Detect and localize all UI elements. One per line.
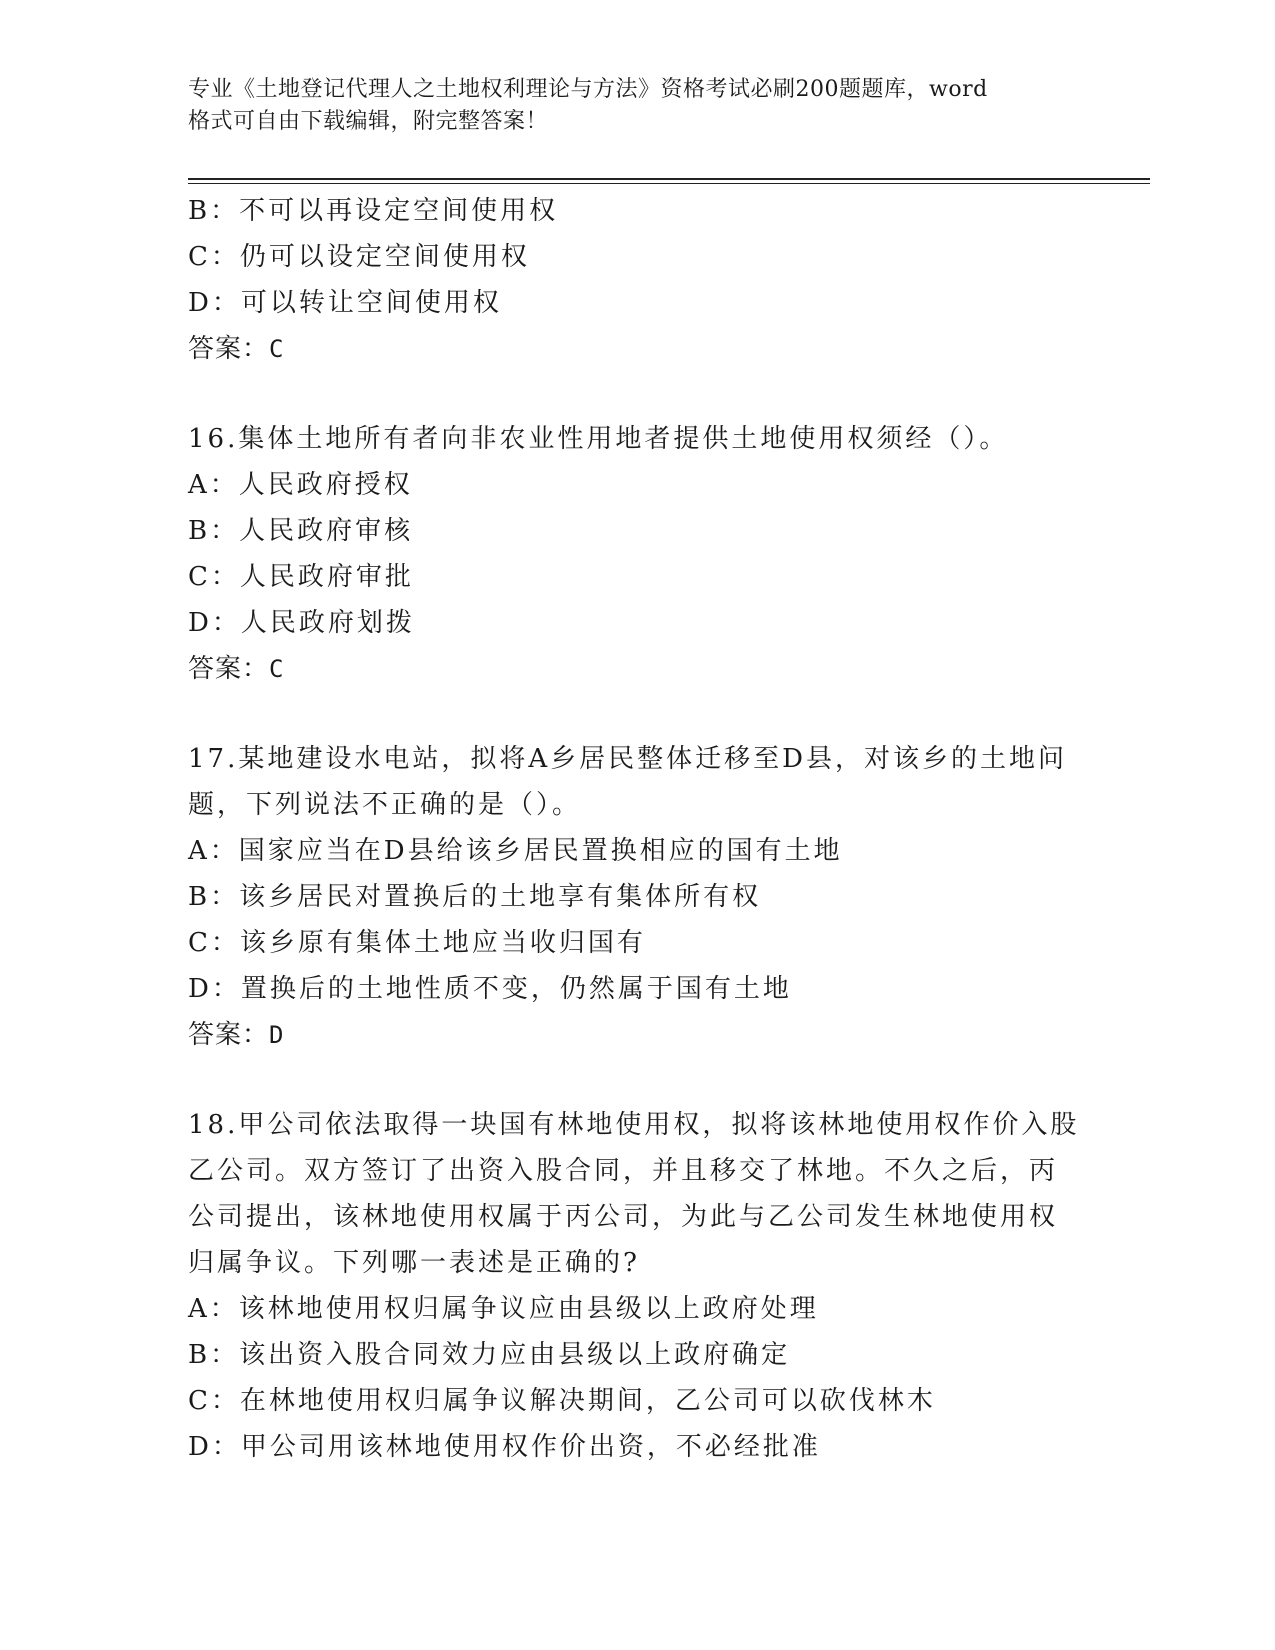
question-stem-line-2: 乙公司。双方签订了出资入股合同，并且移交了林地。不久之后，丙 xyxy=(188,1156,1059,1186)
answer-value: D xyxy=(269,1021,285,1049)
prev-question-block xyxy=(188,188,1088,372)
option-c: C：人民政府审批 xyxy=(188,562,414,592)
option-a: A：该林地使用权归属争议应由县级以上政府处理 xyxy=(188,1294,819,1324)
answer-label: 答案： xyxy=(188,334,270,364)
answer-line xyxy=(188,1012,1088,1058)
question-18 xyxy=(188,1102,1088,1470)
option-c: C：在林地使用权归属争议解决期间，乙公司可以砍伐林木 xyxy=(188,1386,936,1416)
option-d: D：人民政府划拨 xyxy=(188,608,415,638)
option-b: B：该出资入股合同效力应由县级以上政府确定 xyxy=(188,1340,791,1370)
option-d: D：甲公司用该林地使用权作价出资，不必经批准 xyxy=(188,1432,821,1462)
answer-line xyxy=(188,326,1088,372)
option-b: B：不可以再设定空间使用权 xyxy=(188,196,559,226)
question-stem-line-2: 题，下列说法不正确的是（）。 xyxy=(188,790,582,820)
question-16 xyxy=(188,416,1088,692)
header-line-2: 格式可自由下载编辑，附完整答案！ xyxy=(188,109,549,134)
option-d: D：置换后的土地性质不变，仍然属于国有土地 xyxy=(188,974,792,1004)
option-c: C：该乡原有集体土地应当收归国有 xyxy=(188,928,646,958)
header-rule-thick xyxy=(188,178,1150,180)
answer-value: C xyxy=(269,655,285,683)
answer-label: 答案： xyxy=(188,654,270,684)
question-stem-line-1: 18.甲公司依法取得一块国有林地使用权，拟将该林地使用权作价入股 xyxy=(188,1110,1080,1140)
question-stem-line-4: 归属争议。下列哪一表述是正确的? xyxy=(188,1248,640,1278)
document-header xyxy=(188,74,1088,138)
option-d: D：可以转让空间使用权 xyxy=(188,288,502,318)
question-17 xyxy=(188,736,1088,1058)
header-line-1: 专业《土地登记代理人之土地权利理论与方法》资格考试必刷200题题库，word xyxy=(188,77,988,102)
option-c: C：仍可以设定空间使用权 xyxy=(188,242,530,272)
question-stem-line-3: 公司提出，该林地使用权属于丙公司，为此与乙公司发生林地使用权 xyxy=(188,1202,1059,1232)
question-stem: 16.集体土地所有者向非农业性用地者提供土地使用权须经（）。 xyxy=(188,424,1009,454)
answer-value: C xyxy=(269,335,285,363)
option-b: B：该乡居民对置换后的土地享有集体所有权 xyxy=(188,882,762,912)
question-content xyxy=(188,188,1088,1470)
answer-line xyxy=(188,646,1088,692)
question-stem-line-1: 17.某地建设水电站，拟将A乡居民整体迁移至D县，对该乡的土地问 xyxy=(188,744,1067,774)
header-rule-thin xyxy=(188,183,1150,184)
option-a: A：国家应当在D县给该乡居民置换相应的国有土地 xyxy=(188,836,843,866)
answer-label: 答案： xyxy=(188,1020,270,1050)
option-b: B：人民政府审核 xyxy=(188,516,414,546)
option-a: A：人民政府授权 xyxy=(188,470,413,500)
